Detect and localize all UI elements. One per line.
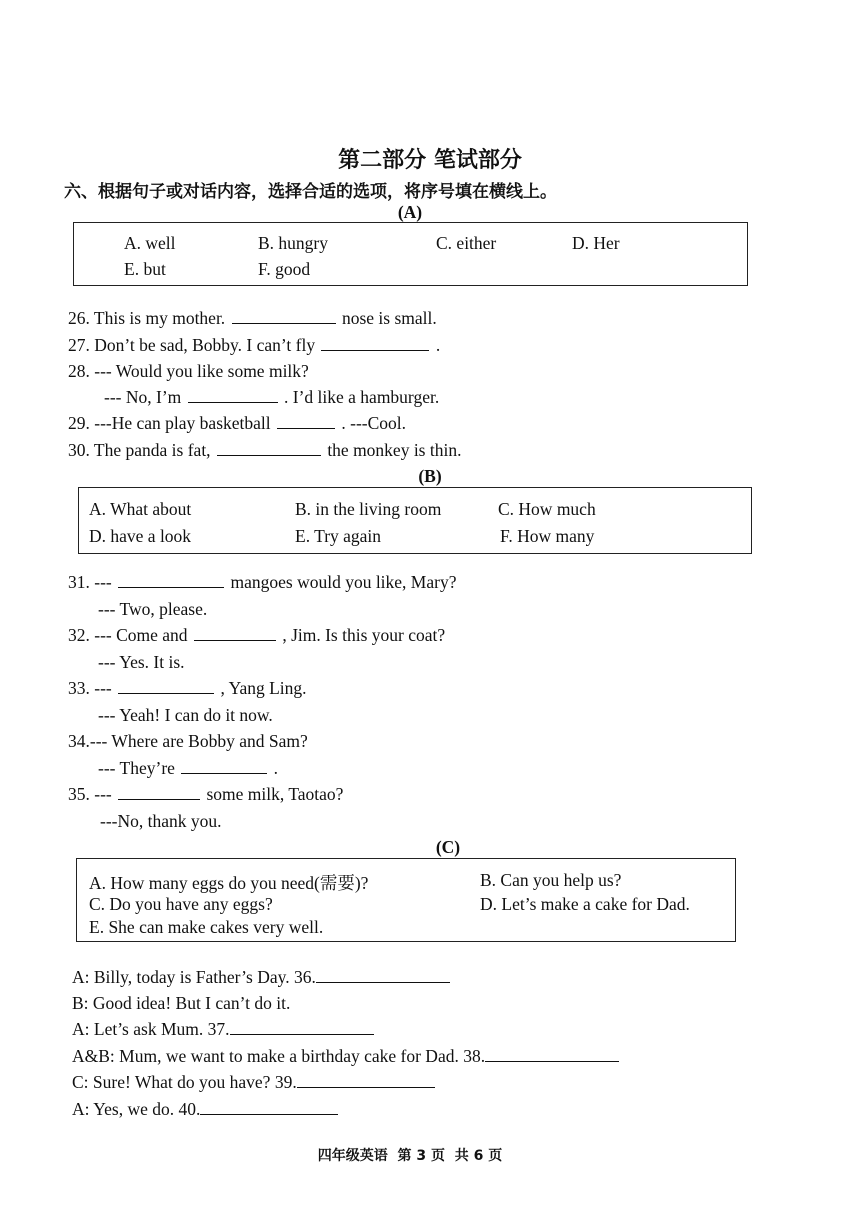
part-c-options-box bbox=[76, 858, 736, 942]
question-29: 29. ---He can play basketball . ---Cool. bbox=[68, 413, 407, 433]
option-a-what-about: A. What about bbox=[89, 499, 192, 519]
question-35-reply: ---No, thank you. bbox=[100, 811, 222, 831]
answer-blank-40[interactable] bbox=[200, 1100, 338, 1115]
option-e-but: E. but bbox=[124, 259, 166, 279]
part-c-label: (C) bbox=[435, 837, 461, 857]
option-e-she-can-make-cakes: E. She can make cakes very well. bbox=[89, 917, 324, 937]
option-a-well: A. well bbox=[124, 233, 176, 253]
page-title: 第二部分 笔试部分 bbox=[338, 148, 522, 173]
answer-blank-32[interactable] bbox=[194, 626, 276, 641]
answer-blank-26[interactable] bbox=[232, 309, 336, 324]
answer-blank-35[interactable] bbox=[118, 785, 200, 800]
question-28-reply: --- No, I’m . I’d like a hamburger. bbox=[104, 387, 440, 407]
answer-blank-37[interactable] bbox=[230, 1020, 374, 1035]
option-d-lets-make-a-cake: D. Let’s make a cake for Dad. bbox=[480, 894, 690, 914]
option-a-how-many-eggs: A. How many eggs do you need(需要)? bbox=[89, 873, 369, 893]
question-31-reply: --- Two, please. bbox=[98, 599, 208, 619]
dialogue-line-37: A: Let’s ask Mum. 37. bbox=[72, 1019, 376, 1040]
option-f-how-many: F. How many bbox=[500, 526, 595, 546]
answer-blank-27[interactable] bbox=[321, 336, 429, 351]
question-32-reply: --- Yes. It is. bbox=[98, 652, 185, 672]
question-28: 28. --- Would you like some milk? bbox=[68, 361, 309, 381]
option-c-either: C. either bbox=[436, 233, 497, 253]
part-b-options-box bbox=[78, 487, 752, 554]
answer-blank-34[interactable] bbox=[181, 759, 267, 774]
option-e-try-again: E. Try again bbox=[295, 526, 382, 546]
option-c-how-much: C. How much bbox=[498, 499, 596, 519]
dialogue-line-36: A: Billy, today is Father’s Day. 36. bbox=[72, 967, 452, 988]
answer-blank-28[interactable] bbox=[188, 388, 278, 403]
dialogue-line-39: C: Sure! What do you have? 39. bbox=[72, 1072, 437, 1093]
answer-blank-38[interactable] bbox=[485, 1047, 619, 1062]
option-d-have-a-look: D. have a look bbox=[89, 526, 192, 546]
part-b-label: (B) bbox=[418, 466, 442, 486]
page-footer: 四年级英语 第 3 页 共 6 页 bbox=[317, 1148, 503, 1164]
question-35: 35. --- some milk, Taotao? bbox=[68, 784, 344, 804]
answer-blank-36[interactable] bbox=[316, 968, 450, 983]
answer-blank-30[interactable] bbox=[217, 441, 321, 456]
question-34: 34.--- Where are Bobby and Sam? bbox=[68, 731, 308, 751]
question-33-reply: --- Yeah! I can do it now. bbox=[98, 705, 273, 725]
option-b-hungry: B. hungry bbox=[258, 233, 328, 253]
answer-blank-39[interactable] bbox=[297, 1073, 435, 1088]
question-32: 32. --- Come and , Jim. Is this your coat? bbox=[68, 625, 446, 645]
question-34-reply: --- They’re . bbox=[98, 758, 279, 778]
option-f-good: F. good bbox=[258, 259, 311, 279]
option-c-do-you-have-eggs: C. Do you have any eggs? bbox=[89, 894, 273, 914]
part-a-options-box bbox=[73, 222, 748, 286]
option-b-can-you-help-us: B. Can you help us? bbox=[480, 870, 622, 890]
answer-blank-29[interactable] bbox=[277, 414, 335, 429]
question-31: 31. --- mangoes would you like, Mary? bbox=[68, 572, 457, 592]
dialogue-line-b: B: Good idea! But I can’t do it. bbox=[72, 993, 291, 1013]
section-heading: 六、根据句子或对话内容，选择合适的选项，将序号填在横线上。 bbox=[64, 182, 557, 202]
question-33: 33. --- , Yang Ling. bbox=[68, 678, 307, 698]
part-a-label: (A) bbox=[397, 202, 423, 222]
answer-blank-31[interactable] bbox=[118, 573, 224, 588]
question-27: 27. Don’t be sad, Bobby. I can’t fly . bbox=[68, 335, 441, 355]
dialogue-line-38: A&B: Mum, we want to make a birthday cake for Dad. 38. bbox=[72, 1046, 621, 1067]
option-d-her: D. Her bbox=[572, 233, 620, 253]
question-30: 30. The panda is fat, the monkey is thin. bbox=[68, 440, 462, 460]
answer-blank-33[interactable] bbox=[118, 679, 214, 694]
dialogue-line-40: A: Yes, we do. 40. bbox=[72, 1099, 340, 1120]
question-26: 26. This is my mother. nose is small. bbox=[68, 308, 437, 328]
option-b-in-the-living-room: B. in the living room bbox=[295, 499, 442, 519]
